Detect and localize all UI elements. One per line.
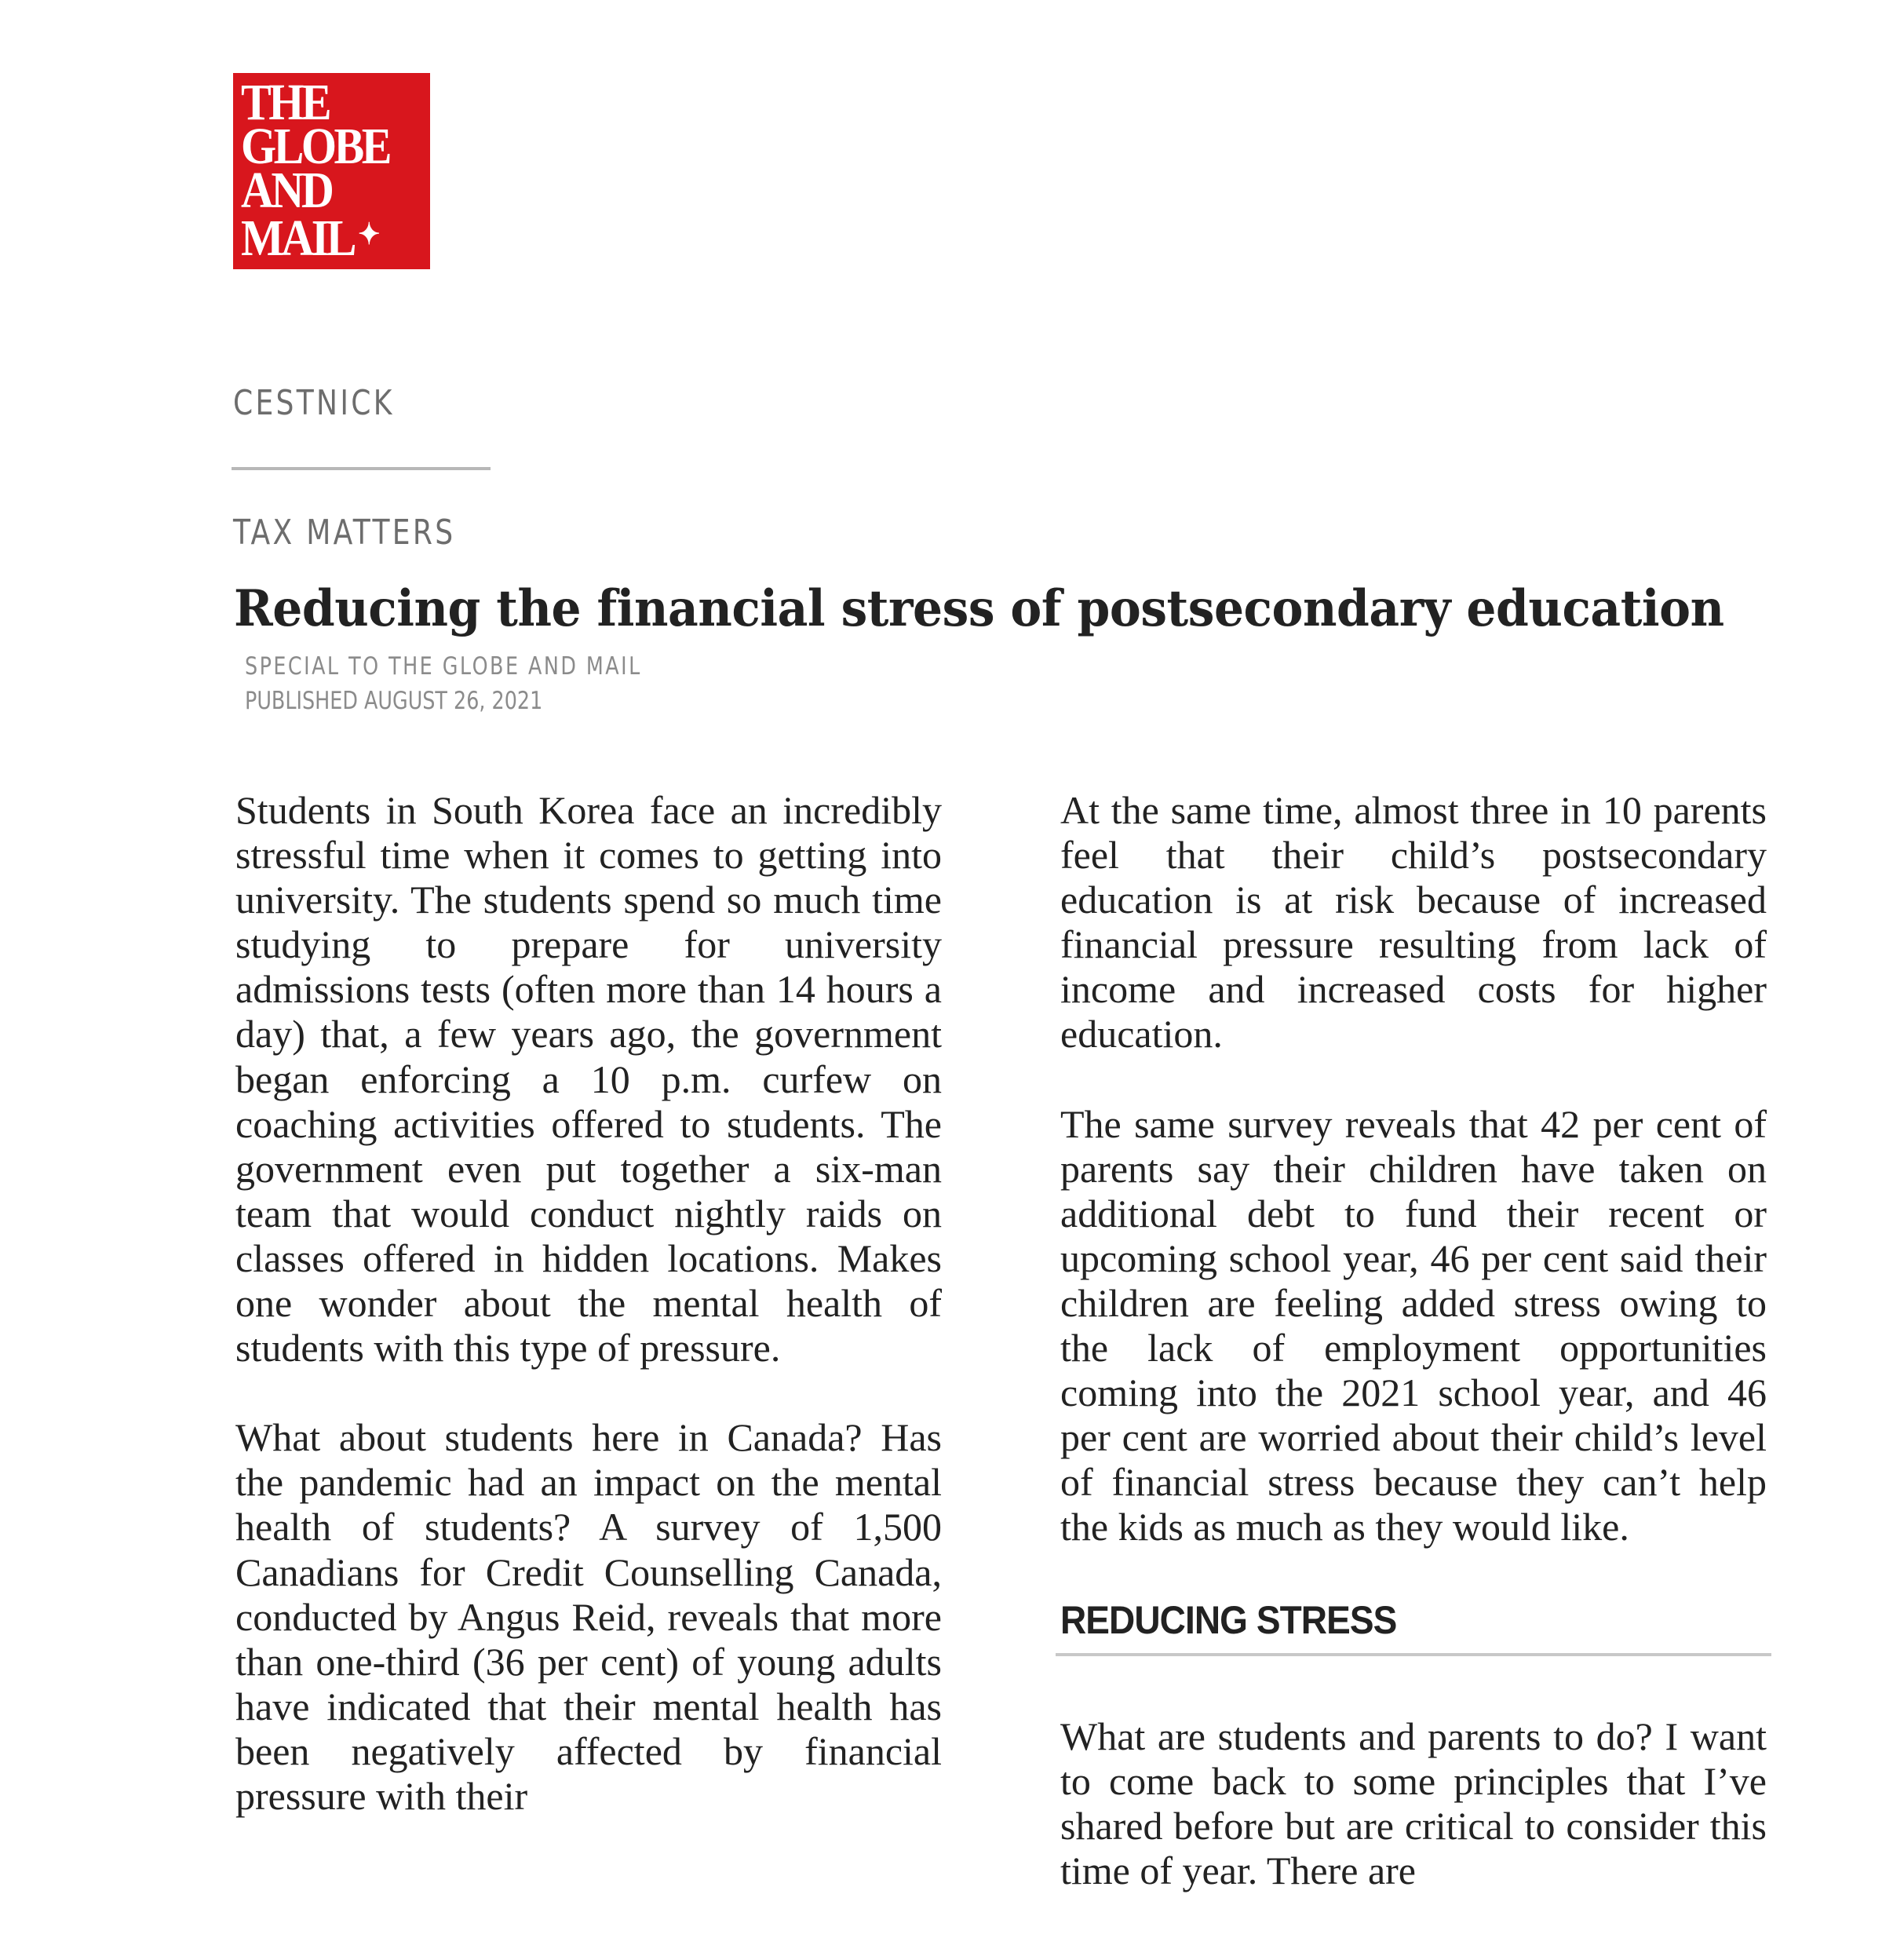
publish-date: PUBLISHED AUGUST 26, 2021 [245,687,543,715]
body-paragraph: What are students and parents to do? I want to come back to some principles that I’ve shared before but are critical to consider this time of year. There are [1060,1714,1767,1892]
maple-leaf-icon: ✦ [358,218,381,251]
logo-line-with-leaf [241,210,407,267]
body-paragraph: What about students here in Canada? Has the pandemic had an impact on the mental health of students? A survey of 1,500 Canadians for Credit Counselling Canada, conducted by Angus Reid, reveals that more than one-third (36 per cent) of young adults have indicated that their mental health has been negatively affected by financial pressure with their [235,1415,942,1818]
globe-and-mail-logo[interactable] [233,73,430,269]
section-kicker[interactable]: TAX MATTERS [233,513,456,553]
body-paragraph: Students in South Korea face an incredibly stressful time when it comes to getting into university. The students spend so much time studying to prepare for university admissions tests (often more than 14 hours a day) that, a few years ago, the government began enforcing a 10 p.m. curfew on coaching activities offered to students. The government even put together a six-man team that would conduct nightly raids on classes offered in hidden locations. Makes one wonder about the mental health of students with this type of pressure. [235,788,942,1370]
body-paragraph: The same survey reveals that 42 per cent of parents say their children have taken on additional debt to fund their recent or upcoming school year, 46 per cent said their children are feeling added stress owing to the lack of employment opportunities coming into the 2021 school year, and 46 per cent are worried about their child’s level of financial stress because they can’t help the kids as much as they would like. [1060,1101,1767,1549]
article-headline: Reducing the financial stress of postsecondary education [234,579,1724,638]
logo-line: MAIL [241,210,355,267]
logo-line: GLOBE [241,118,389,175]
logo-line: AND [241,162,332,219]
body-paragraph: At the same time, almost three in 10 parents feel that their child’s postsecondary education is at risk because of increased financial pressure resulting from lack of income and increased costs for higher education. [1060,788,1767,1057]
section-subheading: REDUCING STRESS [1060,1597,1397,1642]
kicker-divider [232,467,491,470]
subheading-divider [1056,1653,1771,1656]
logo-line: THE [241,74,330,131]
author-kicker[interactable]: CESTNICK [233,383,395,423]
byline: SPECIAL TO THE GLOBE AND MAIL [245,652,642,681]
article-column-left [235,788,942,1863]
article-column-right [1060,788,1767,1938]
